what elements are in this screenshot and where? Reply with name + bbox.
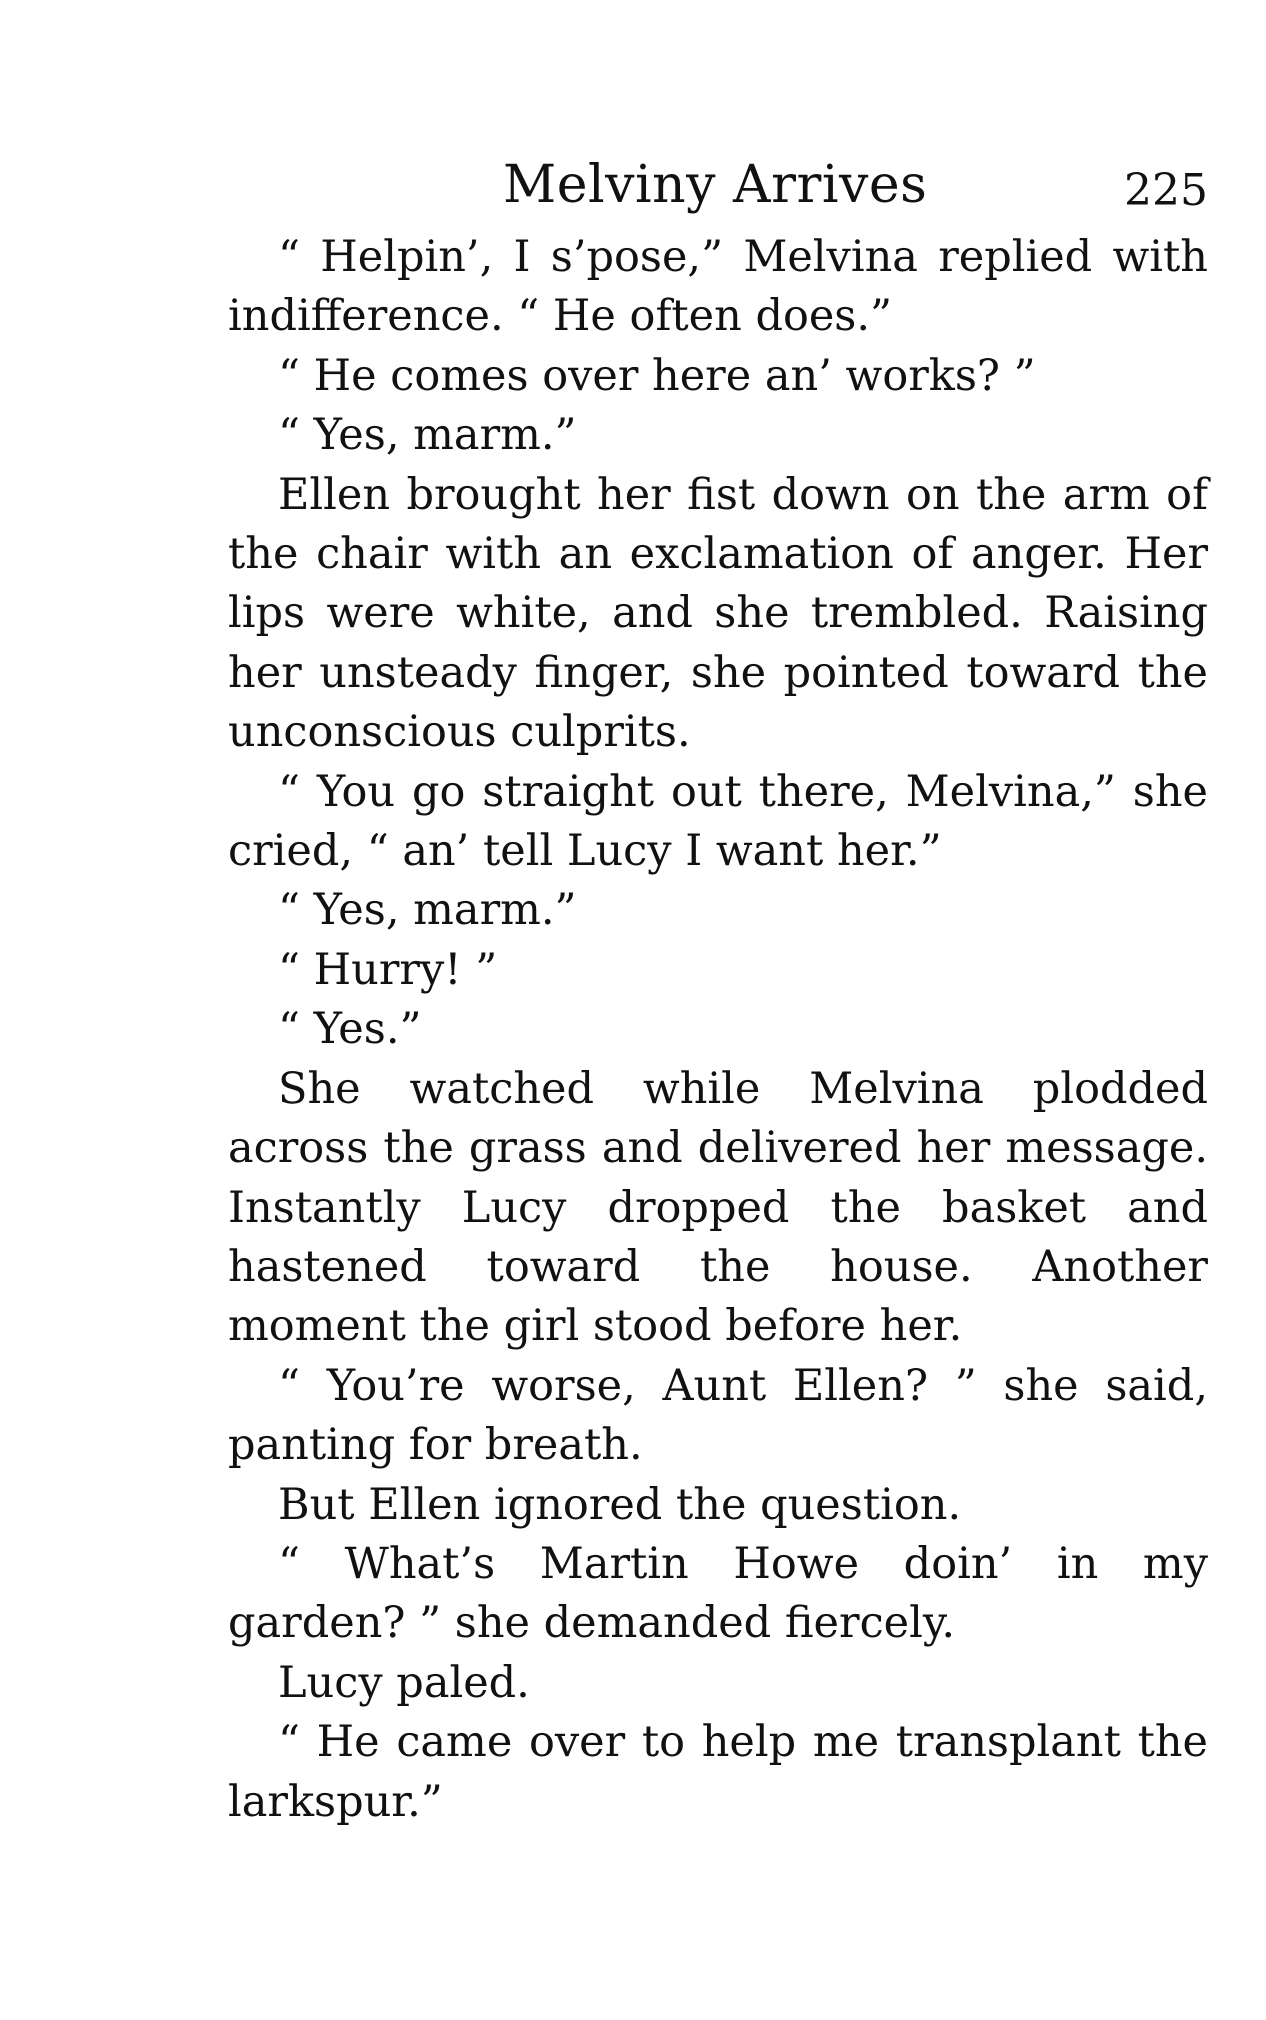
page-number: 225 [1124, 165, 1208, 216]
paragraph: But Ellen ignored the question. [278, 1479, 962, 1530]
paragraph: “ Yes.” [278, 1004, 422, 1055]
paragraph: “ You’re worse, Aunt Ellen? ” she said, panting for breath. [228, 1360, 1208, 1471]
paragraph: “ He comes over here an’ works? ” [278, 350, 1036, 401]
paragraph: “ Helpin’, I s’pose,” Melvina replied with indifference. “ He often does.” [228, 232, 1208, 342]
page-title: Melviny Arrives [503, 155, 928, 215]
paragraph: Ellen brought her fist down on the arm of the chair with an exclamation of anger. Her lips were white, and she trembled. Raising her unsteady finger, she pointed toward the unconscious culprits. [228, 469, 1208, 758]
book-page [228, 150, 1208, 1832]
paragraph: Lucy paled. [278, 1657, 530, 1708]
running-head [228, 150, 1208, 220]
paragraph: “ What’s Martin Howe doin’ in my garden? ” she demanded fiercely. [228, 1538, 1208, 1649]
paragraph: “ Yes, marm.” [278, 885, 577, 936]
text-body [228, 228, 1208, 1832]
paragraph: “ Yes, marm.” [278, 410, 577, 461]
paragraph: “ You go straight out there, Melvina,” she cried, “ an’ tell Lucy I want her.” [228, 766, 1208, 877]
paragraph: She watched while Melvina plodded across the grass and delivered her message. Instantly Lucy dropped the basket and hastened toward the house. Another moment the girl stood before her. [228, 1063, 1208, 1352]
paragraph: “ He came over to help me transplant the larkspur.” [228, 1717, 1208, 1827]
paragraph: “ Hurry! ” [278, 944, 498, 995]
